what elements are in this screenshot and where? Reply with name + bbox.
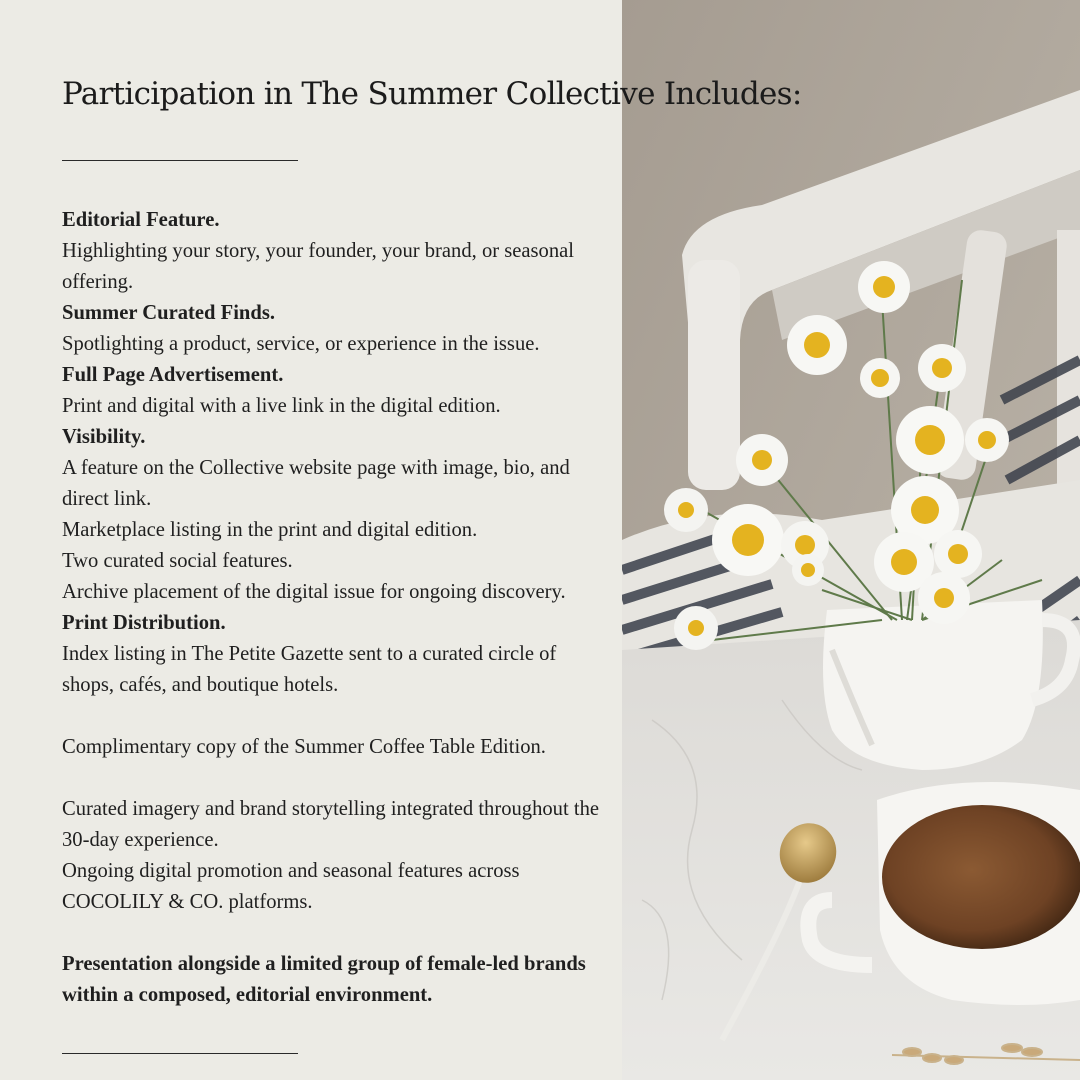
section-text: Index listing in The Petite Gazette sent to a curated circle of shops, cafés, and boutique hotels. [62, 643, 557, 696]
inclusions-list [62, 205, 602, 1011]
section-text: Two curated social features. [62, 550, 293, 572]
section-heading: Full Page Advertisement. [62, 364, 284, 386]
section-heading: Editorial Feature. [62, 209, 220, 231]
page-title: Participation in The Summer Collective Includes: [62, 76, 802, 112]
section-text: Marketplace listing in the print and digital edition. [62, 519, 478, 541]
complimentary-copy-text: Complimentary copy of the Summer Coffee Table Edition. [62, 736, 546, 758]
section-text: Print and digital with a live link in the digital edition. [62, 395, 501, 417]
section-heading: Summer Curated Finds. [62, 302, 276, 324]
section-heading: Print Distribution. [62, 612, 226, 634]
promotion-text: Ongoing digital promotion and seasonal features across COCOLILY & CO. platforms. [62, 860, 520, 913]
section-text: Spotlighting a product, service, or experience in the issue. [62, 333, 540, 355]
daisy-coffee-photo [622, 0, 1080, 1080]
closing-statement: Presentation alongside a limited group of female-led brands within a composed, editorial environment. [62, 953, 586, 1006]
imagery-text: Curated imagery and brand storytelling integrated throughout the 30-day experience. [62, 798, 600, 851]
section-text: Archive placement of the digital issue for ongoing discovery. [62, 581, 566, 603]
section-heading: Visibility. [62, 426, 146, 448]
bottom-divider [62, 1053, 298, 1054]
top-divider [62, 160, 298, 161]
section-text: A feature on the Collective website page with image, bio, and direct link. [62, 457, 570, 510]
section-text: Highlighting your story, your founder, your brand, or seasonal offering. [62, 240, 575, 293]
